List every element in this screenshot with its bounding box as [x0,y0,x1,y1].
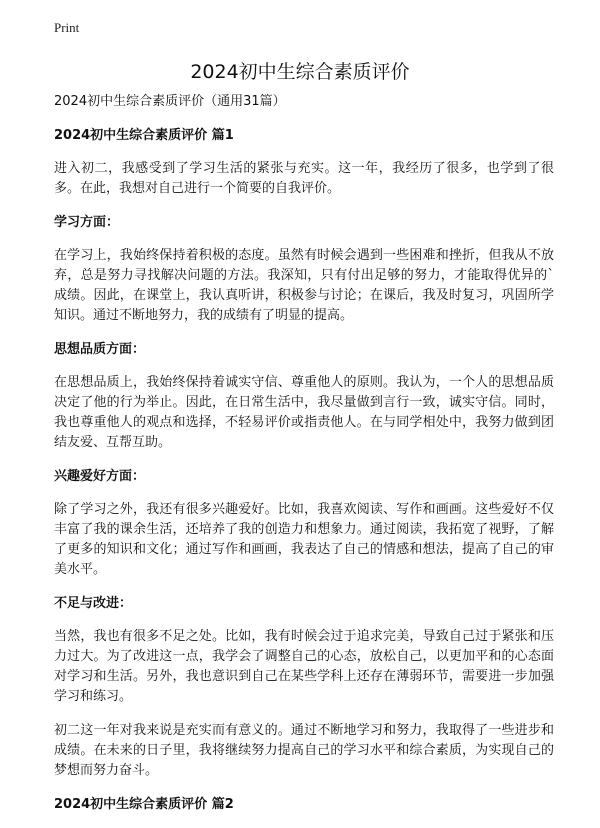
intro-paragraph: 进入初二，我感受到了学习生活的紧张与充实。这一年，我经历了很多，也学到了很多。在此，我想对自己进行一个简要的自我评价。 [54,161,554,196]
improve-heading: 不足与改进： [54,596,133,611]
study-paragraph: 在学习上，我始终保持着积极的态度。虽然有时候会遇到一些困难和挫折，但我从不放弃，总是努力寻找解决问题的方法。我深知，只有付出足够的努力，才能取得优异的`成绩。因此，在课堂上，我认真听讲，积极参与讨论；在课后，我及时复习，巩固所学知识。通过不断地努力，我的成绩有了明显的提高。 [54,248,554,323]
page-title: 2024初中生综合素质评价 [190,61,410,83]
document-subtitle: 2024初中生综合素质评价（通用31篇） [54,94,286,109]
moral-paragraph: 在思想品质上，我始终保持着诚实守信、尊重他人的原则。我认为，一个人的思想品质决定了他的行为举止。因此，在日常生活中，我尽量做到言行一致，诚实守信。同时，我也尊重他人的观点和选择，不轻易评价或指责他人。在与同学相处中，我努力做到团结友爱、互帮互助。 [54,375,554,450]
hobby-paragraph: 除了学习之外，我还有很多兴趣爱好。比如，我喜欢阅读、写作和画画。这些爱好不仅丰富了我的课余生活，还培养了我的创造力和想象力。通过阅读，我拓宽了视野，了解了更多的知识和文化；通过写作和画画，我表达了自己的情感和想法，提高了自己的审美水平。 [54,502,554,577]
study-heading: 学习方面： [54,215,120,230]
improve-paragraph: 当然，我也有很多不足之处。比如，我有时候会过于追求完美，导致自己过于紧张和压力过大。为了改进这一点，我学会了调整自己的心态，放松自己，以更加平和的心态面对学习和生活。另外，我也意识到自己在某些学科上还存在薄弱环节，需要进一步加强学习和练习。 [54,629,554,704]
summary-paragraph: 初二这一年对我来说是充实而有意义的。通过不断地学习和努力，我取得了一些进步和成绩。在未来的日子里，我将继续努力提高自己的学习水平和综合素质，为实现自己的梦想而努力奋斗。 [54,723,554,778]
article-content [54,92,554,828]
article-2-heading: 2024初中生综合素质评价 篇2 [54,797,234,812]
article-1-heading: 2024初中生综合素质评价 篇1 [54,128,234,143]
hobby-heading: 兴趣爱好方面： [54,469,146,484]
moral-heading: 思想品质方面： [54,342,146,357]
print-link[interactable]: Print [54,20,80,35]
